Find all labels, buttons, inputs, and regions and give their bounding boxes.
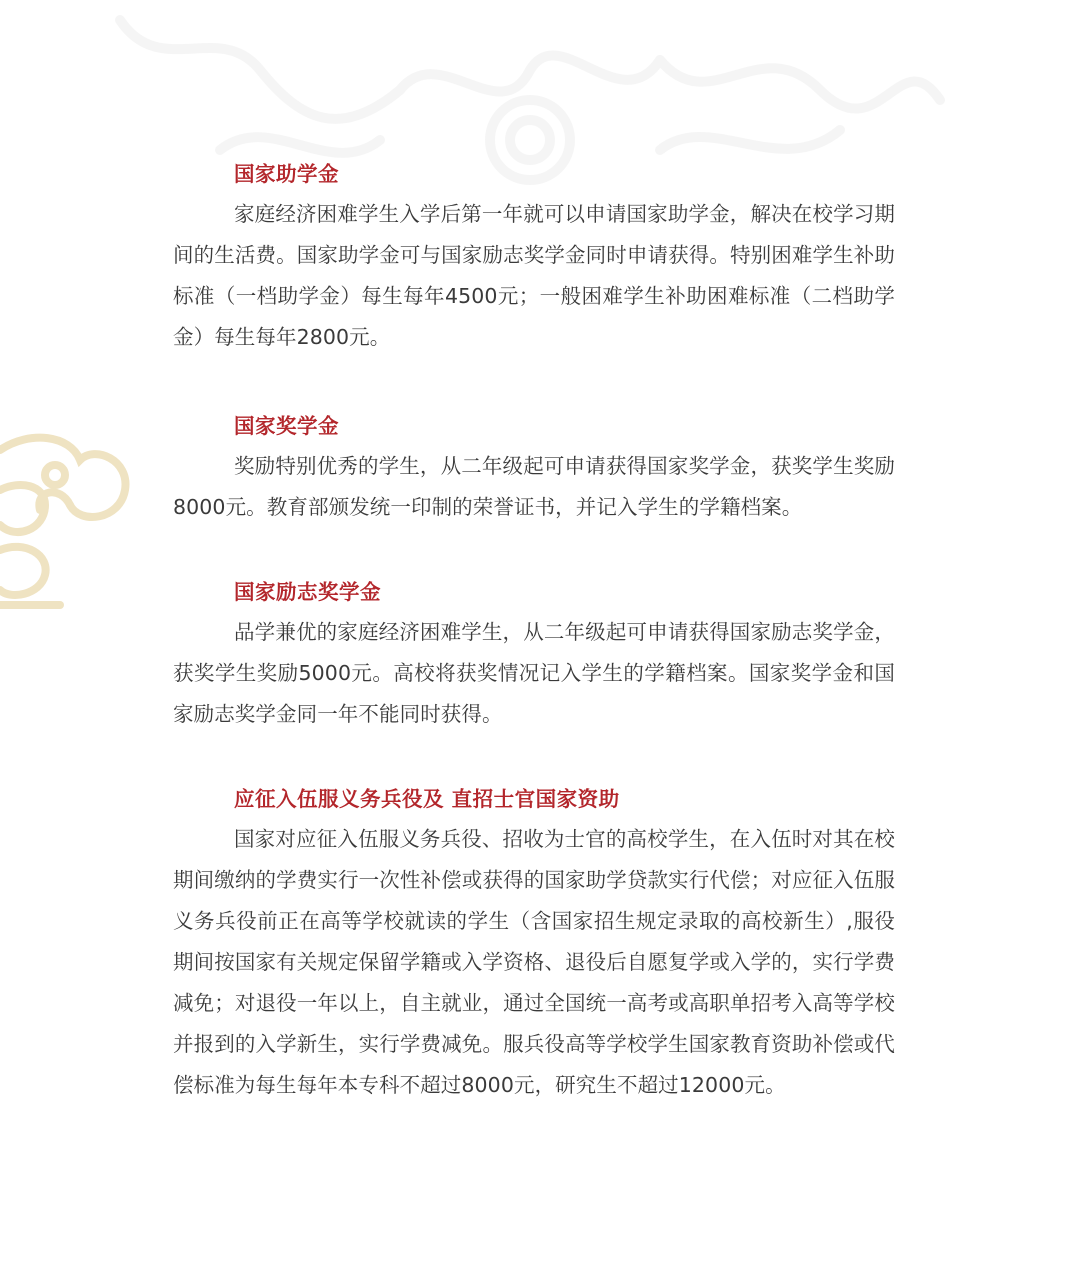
auspicious-cloud-icon (0, 430, 140, 610)
section-military-service-aid (173, 779, 895, 1106)
main-content (173, 154, 895, 1106)
section-heading: 国家奖学金 (234, 414, 339, 438)
section-heading: 国家助学金 (234, 162, 339, 186)
section-encouragement-scholarship (173, 572, 895, 735)
section-body: 品学兼优的家庭经济困难学生，从二年级起可申请获得国家励志奖学金，获奖学生奖励5000元。高校将获奖情况记入学生的学籍档案。国家奖学金和国家励志奖学金同一年不能同时获得。 (173, 620, 895, 726)
section-body: 家庭经济困难学生入学后第一年就可以申请国家助学金，解决在校学习期间的生活费。国家助学金可与国家励志奖学金同时申请获得。特别困难学生补助标准（一档助学金）每生每年4500元；一般困难学生补助困难标准（二档助学金）每生每年2800元。 (173, 202, 895, 349)
section-national-grant (173, 154, 895, 358)
section-body: 奖励特别优秀的学生，从二年级起可申请获得国家奖学金，获奖学生奖励8000元。教育部颁发统一印制的荣誉证书，并记入学生的学籍档案。 (173, 454, 895, 519)
section-body: 国家对应征入伍服义务兵役、招收为士官的高校学生，在入伍时对其在校期间缴纳的学费实行一次性补偿或获得的国家助学贷款实行代偿；对应征入伍服义务兵役前正在高等学校就读的学生（含国家招生规定录取的高校新生）,服役期间按国家有关规定保留学籍或入学资格、退役后自愿复学或入学的，实行学费减免；对退役一年以上，自主就业，通过全国统一高考或高职单招考入高等学校并报到的入学新生，实行学费减免。服兵役高等学校学生国家教育资助补偿或代偿标准为每生每年本专科不超过8000元，研究生不超过12000元。 (173, 827, 895, 1097)
section-national-scholarship (173, 406, 895, 528)
section-heading: 应征入伍服义务兵役及 直招士官国家资助 (234, 787, 620, 811)
section-heading: 国家励志奖学金 (234, 580, 381, 604)
